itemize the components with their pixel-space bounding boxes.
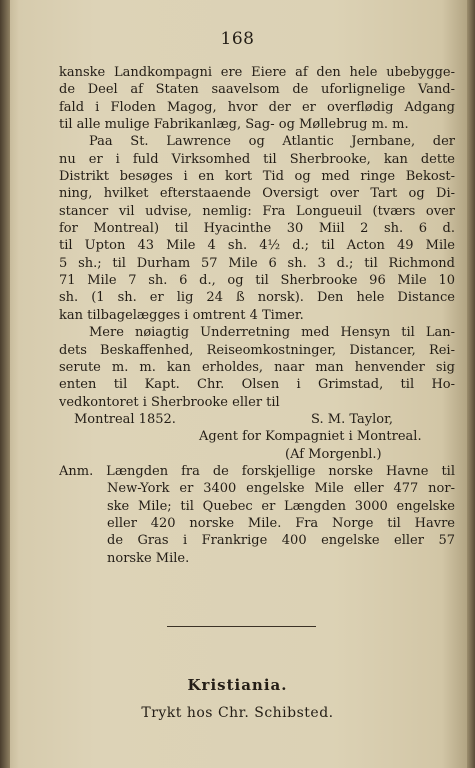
text-line: Distrikt besøges i en kort Tid og med ringe Bekost-	[59, 169, 455, 185]
signature-name: S. M. Taylor,	[311, 411, 393, 427]
text-line: kanske Landkompagni ere Eiere af den hele ubebygge-	[59, 65, 455, 80]
note-line: Anm. Længden fra de forskjellige norske Havne til	[59, 463, 455, 479]
text-line: kan tilbagelægges i omtrent 4 Timer.	[59, 307, 304, 323]
text-line: dets Beskaffenhed, Reiseomkostninger, Distancer, Rei-	[59, 342, 455, 358]
signature-title: Agent for Kompagniet i Montreal.	[199, 429, 422, 445]
page-outer-edge	[467, 0, 475, 768]
page-binding-edge	[0, 0, 10, 768]
page-number: 168	[220, 29, 255, 49]
note-line: de Gras i Frankrige 400 engelske eller 57	[107, 533, 455, 549]
section-divider	[167, 626, 316, 627]
paragraph-start: Mere nøiagtig Underretning med Hensyn til Lan-	[89, 325, 455, 341]
note-line: New-York er 3400 engelske Mile eller 477 nor-	[107, 481, 455, 497]
text-line: 5 sh.; til Durham 57 Mile 6 sh. 3 d.; til Richmond	[59, 255, 455, 271]
text-line: stancer vil udvise, nemlig: Fra Longueuil (tværs over	[59, 203, 455, 219]
note-line: eller 420 norske Mile. Fra Norge til Havre	[107, 515, 455, 531]
text-line: de Deel af Staten saavelsom de uforligneligе Vand-	[59, 82, 455, 98]
text-line: serute m. m. kan erholdes, naar man henvender sig	[59, 359, 455, 375]
text-line: ning, hvilket efterstaaende Oversigt over Tart og Di-	[59, 186, 455, 202]
text-line: til alle mulige Fabrikanlæg, Sag- og Møllebrug m. m.	[59, 117, 409, 133]
printer-imprint: Trykt hos Chr. Schibsted.	[141, 705, 334, 721]
text-line: enten til Kapt. Chr. Olsen i Grimstad, til Ho-	[59, 377, 455, 393]
text-line: nu er i fuld Virksomhed til Sherbrooke, kan dette	[59, 151, 455, 167]
source-citation: (Af Morgenbl.)	[285, 446, 382, 462]
note-line: ske Mile; til Quebec er Længden 3000 engelske	[107, 498, 455, 514]
signature-date-line	[59, 411, 455, 428]
paragraph-start: Paa St. Lawrence og Atlantic Jernbane, der	[89, 134, 455, 150]
text-line: vedkontoret i Sherbrooke eller til	[59, 394, 280, 410]
text-line: til Upton 43 Mile 4 sh. 4½ d.; til Acton 49 Mile	[59, 238, 455, 254]
text-line: for Montreal) til Hyacinthe 30 Miil 2 sh. 6 d.	[59, 221, 455, 237]
text-line: 71 Mile 7 sh. 6 d., og til Sherbrooke 96 Mile 10	[59, 273, 455, 289]
note-line: norske Mile.	[107, 550, 190, 566]
text-line: sh. (1 sh. er lig 24 ß norsk). Den hele Distance	[59, 290, 455, 306]
body-text	[59, 64, 455, 567]
signature-date: Montreal 1852.	[74, 411, 176, 427]
text-line: fald i Floden Magog, hvor der er overflødig Adgang	[59, 99, 455, 115]
imprint-city: Kristiania.	[187, 676, 288, 694]
